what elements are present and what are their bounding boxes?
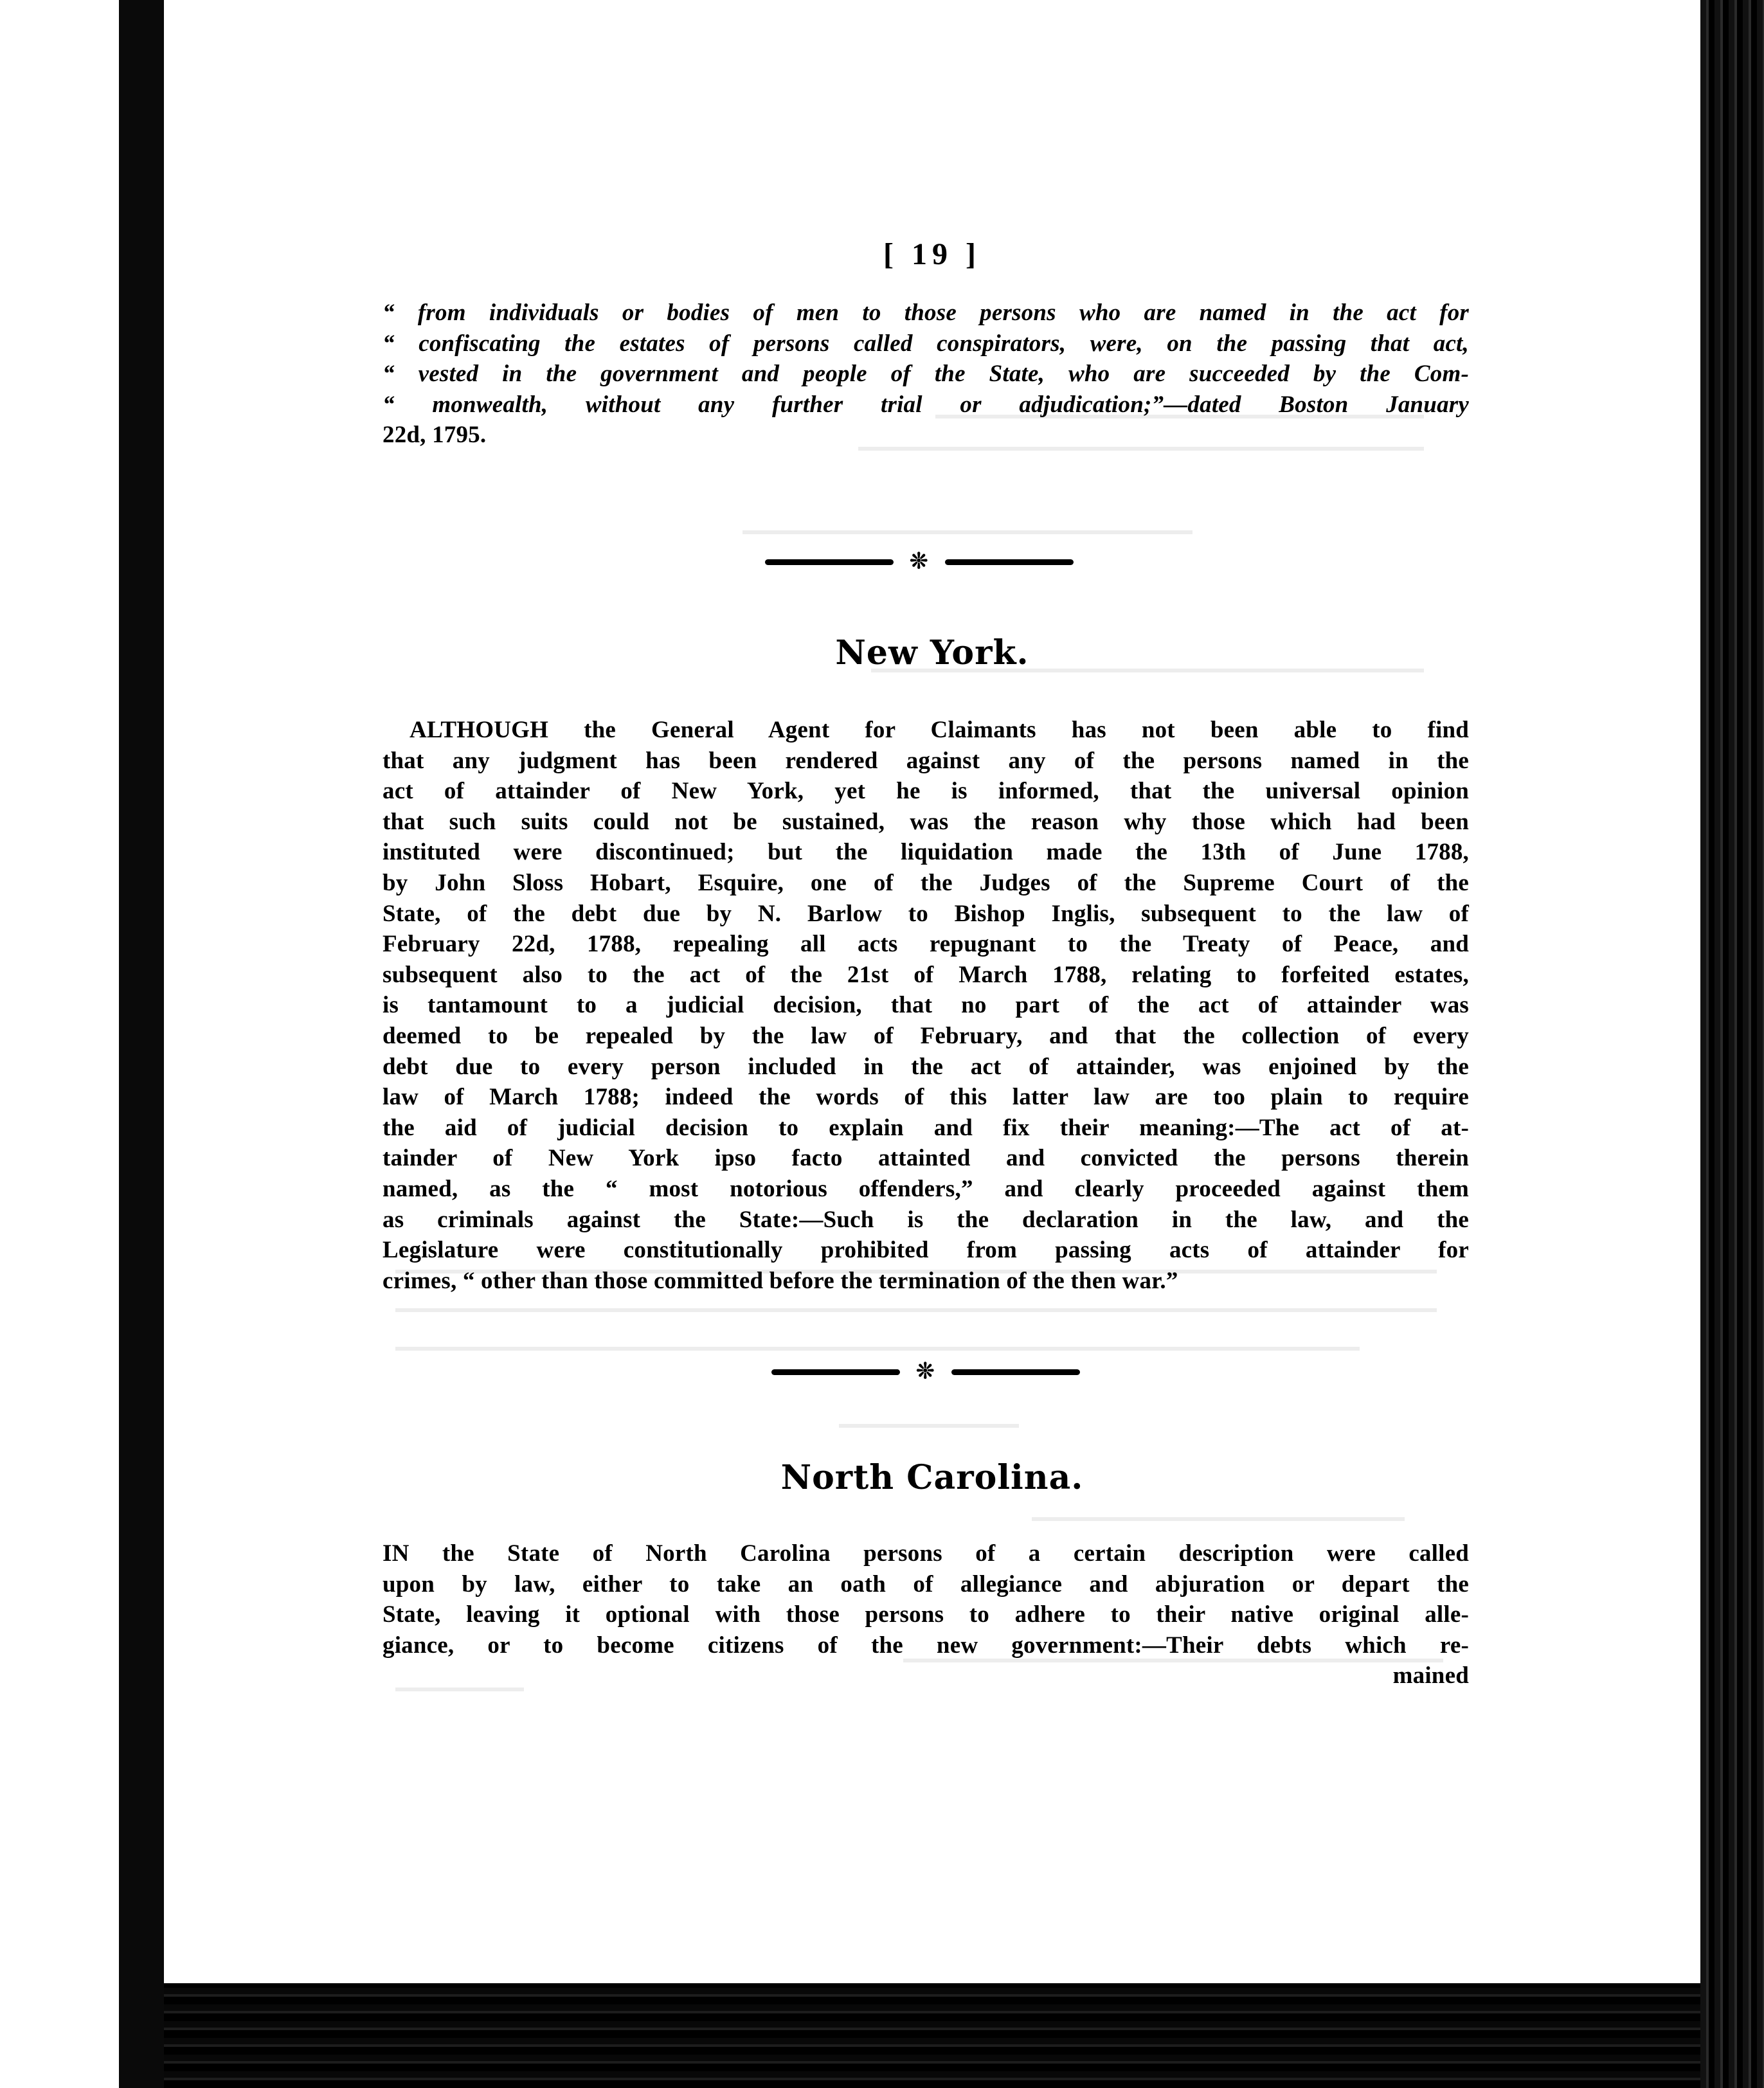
book-spine-shadow bbox=[119, 0, 164, 2088]
divider-rule bbox=[765, 559, 894, 565]
text-line: act of attainder of New York, yet he is informed, that the universal opinion bbox=[382, 778, 1469, 805]
flower-ornament-icon: ❊ bbox=[916, 1360, 935, 1383]
catchword: mained bbox=[1392, 1662, 1469, 1689]
section-heading-new-york: New York. bbox=[835, 633, 1029, 672]
page-edges-right bbox=[1700, 0, 1764, 2088]
text-line: IN the State of North Carolina persons of a certain description were called bbox=[382, 1540, 1469, 1567]
text-line: “ monwealth, without any further trial or adjudication;”—dated Boston January bbox=[382, 391, 1469, 418]
text-line: as criminals against the State:—Such is the declaration in the law, and the bbox=[382, 1206, 1469, 1233]
text-line: crimes, “ other than those committed before the termination of the then war.” bbox=[382, 1267, 1178, 1294]
text-line: the aid of judicial decision to explain and fix their meaning:—The act of at- bbox=[382, 1114, 1469, 1141]
text-line: is tantamount to a judicial decision, that no part of the act of attainder was bbox=[382, 992, 1469, 1019]
scan-left-margin bbox=[0, 0, 119, 2088]
text-line: tainder of New York ipso facto attainted and convicted the persons therein bbox=[382, 1145, 1469, 1172]
text-line: February 22d, 1788, repealing all acts repugnant to the Treaty of Peace, and bbox=[382, 931, 1469, 958]
show-through-line bbox=[395, 1308, 1437, 1312]
show-through-line bbox=[1032, 1517, 1405, 1521]
text-line: subsequent also to the act of the 21st of March 1788, relating to forfeited estates, bbox=[382, 961, 1469, 988]
text-line: State, leaving it optional with those persons to adhere to their native original alle- bbox=[382, 1601, 1469, 1628]
text-line: “ confiscating the estates of persons called conspirators, were, on the passing that act, bbox=[382, 330, 1469, 357]
text-line: deemed to be repealed by the law of February, and that the collection of every bbox=[382, 1022, 1469, 1049]
page-number: [ 19 ] bbox=[883, 237, 981, 271]
flower-ornament-icon: ❊ bbox=[910, 550, 928, 573]
text-line: named, as the “ most notorious offenders,” and clearly proceeded against them bbox=[382, 1175, 1469, 1202]
divider-rule bbox=[945, 559, 1074, 565]
section-divider-ornament bbox=[765, 550, 1080, 573]
text-line: law of March 1788; indeed the words of this latter law are too plain to require bbox=[382, 1084, 1469, 1111]
north-carolina-paragraph bbox=[382, 1538, 1469, 1691]
new-york-paragraph bbox=[382, 715, 1469, 1296]
text-line: instituted were discontinued; but the liquidation made the 13th of June 1788, bbox=[382, 839, 1469, 866]
text-line: debt due to every person included in the act of attainder, was enjoined by the bbox=[382, 1053, 1469, 1080]
section-heading-north-carolina: North Carolina. bbox=[780, 1458, 1084, 1497]
page-edges-bottom bbox=[164, 1983, 1700, 2088]
text-line: upon by law, either to take an oath of allegiance and abjuration or depart the bbox=[382, 1571, 1469, 1598]
text-line: Legislature were constitutionally prohibited from passing acts of attainder for bbox=[382, 1237, 1469, 1264]
text-line: giance, or to become citizens of the new government:—Their debts which re- bbox=[382, 1632, 1469, 1659]
divider-rule bbox=[951, 1369, 1080, 1375]
text-line: that any judgment has been rendered against any of the persons named in the bbox=[382, 747, 1469, 774]
text-line: “ from individuals or bodies of men to those persons who are named in the act for bbox=[382, 300, 1469, 326]
text-line: “ vested in the government and people of the State, who are succeeded by the Com- bbox=[382, 361, 1469, 388]
section-divider-ornament bbox=[771, 1360, 1086, 1383]
show-through-line bbox=[395, 1347, 1360, 1351]
show-through-line bbox=[839, 1424, 1019, 1428]
show-through-line bbox=[742, 530, 1192, 534]
text-line: by John Sloss Hobart, Esquire, one of the Judges of the Supreme Court of the bbox=[382, 869, 1469, 896]
text-line: ALTHOUGH the General Agent for Claimants has not been able to find bbox=[410, 717, 1469, 743]
quote-paragraph bbox=[382, 298, 1469, 451]
text-line: that such suits could not be sustained, was the reason why those which had been bbox=[382, 808, 1469, 835]
text-line: State, of the debt due by N. Barlow to Bishop Inglis, subsequent to the law of bbox=[382, 900, 1469, 927]
divider-rule bbox=[771, 1369, 900, 1375]
text-line: 22d, 1795. bbox=[382, 422, 487, 449]
document-page bbox=[164, 0, 1700, 1983]
